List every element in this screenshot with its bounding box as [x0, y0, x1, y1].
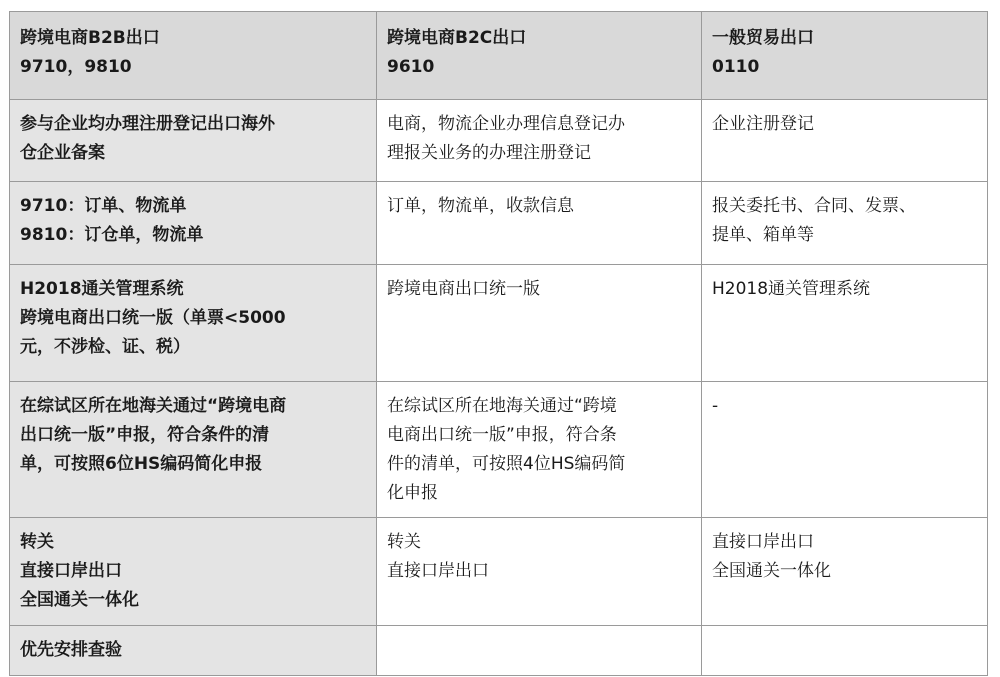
cell-text: 参与企业均办理注册登记出口海外 — [20, 114, 275, 134]
header-general-trade-code: 0110 — [712, 57, 760, 77]
cell-line: 转关 — [387, 532, 421, 552]
header-general-trade-title: 一般贸易出口 — [712, 28, 814, 48]
cell-b2b-documents — [10, 182, 377, 265]
cell-b2b-clearance — [10, 518, 377, 626]
cell-b2c-documents — [377, 182, 702, 265]
cell-b2b-inspection — [10, 626, 377, 676]
cell-text: 跨境电商出口统一版（单票<5000 — [20, 308, 286, 328]
cell-b2c-registration — [377, 100, 702, 182]
cell-text: 跨境电商出口统一版 — [387, 279, 540, 299]
table-row — [10, 182, 988, 265]
header-general-trade — [702, 12, 988, 100]
cell-line: 全国通关一体化 — [20, 590, 139, 610]
header-b2c — [377, 12, 702, 100]
cell-b2b-declaration — [10, 382, 377, 518]
cell-text: 电商，物流企业办理信息登记办 — [387, 114, 625, 134]
cell-line: 直接口岸出口 — [387, 561, 489, 581]
export-mode-comparison-table — [9, 11, 988, 676]
cell-text: 化申报 — [387, 483, 438, 503]
table-row — [10, 518, 988, 626]
cell-general-registration — [702, 100, 988, 182]
cell-line: 9810：订仓单，物流单 — [20, 225, 204, 245]
header-b2b-code: 9710，9810 — [20, 57, 132, 77]
cell-text: 电商出口统一版”申报，符合条 — [387, 425, 617, 445]
cell-b2b-registration — [10, 100, 377, 182]
cell-text: 报关委托书、合同、发票、 — [712, 196, 916, 216]
cell-general-inspection — [702, 626, 988, 676]
cell-line: 全国通关一体化 — [712, 561, 831, 581]
cell-general-system — [702, 265, 988, 382]
cell-general-clearance — [702, 518, 988, 626]
header-b2c-code: 9610 — [387, 57, 435, 77]
table-row — [10, 265, 988, 382]
cell-text: 企业注册登记 — [712, 114, 814, 134]
cell-text: 提单、箱单等 — [712, 225, 814, 245]
cell-text: 出口统一版”申报，符合条件的清 — [20, 425, 270, 445]
cell-text: 件的清单，可按照4位HS编码简 — [387, 454, 626, 474]
cell-b2c-system — [377, 265, 702, 382]
cell-b2c-declaration — [377, 382, 702, 518]
cell-text: - — [712, 396, 719, 416]
header-row — [10, 12, 988, 100]
comparison-table-container — [9, 11, 987, 676]
cell-b2c-clearance — [377, 518, 702, 626]
cell-line: 直接口岸出口 — [20, 561, 122, 581]
cell-line: H2018通关管理系统 — [20, 279, 184, 299]
cell-text: 理报关业务的办理注册登记 — [387, 143, 591, 163]
cell-b2b-system — [10, 265, 377, 382]
header-b2b — [10, 12, 377, 100]
cell-line: 9710：订单、物流单 — [20, 196, 187, 216]
cell-general-declaration — [702, 382, 988, 518]
cell-line: 转关 — [20, 532, 54, 552]
cell-text: 元，不涉检、证、税） — [20, 337, 190, 357]
table-row — [10, 100, 988, 182]
cell-text: 订单，物流单，收款信息 — [387, 196, 574, 216]
table-row — [10, 382, 988, 518]
cell-text: 单，可按照6位HS编码简化申报 — [20, 454, 263, 474]
cell-text: 优先安排查验 — [20, 640, 122, 660]
cell-line: 直接口岸出口 — [712, 532, 814, 552]
cell-text: 在综试区所在地海关通过“跨境电商 — [20, 396, 287, 416]
cell-b2c-inspection — [377, 626, 702, 676]
cell-text: 在综试区所在地海关通过“跨境 — [387, 396, 617, 416]
cell-text: H2018通关管理系统 — [712, 279, 871, 299]
header-b2b-title: 跨境电商B2B出口 — [20, 28, 160, 48]
header-b2c-title: 跨境电商B2C出口 — [387, 28, 527, 48]
table-row — [10, 626, 988, 676]
cell-general-documents — [702, 182, 988, 265]
cell-text: 仓企业备案 — [20, 143, 105, 163]
